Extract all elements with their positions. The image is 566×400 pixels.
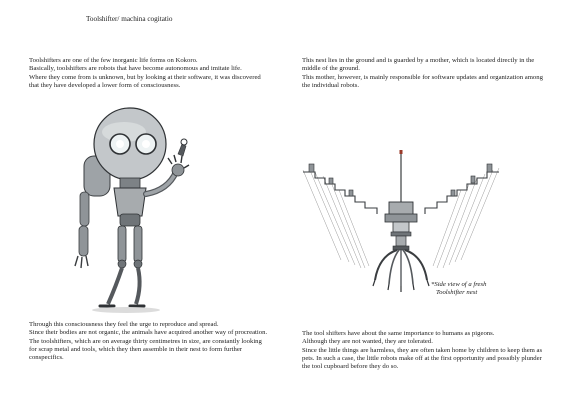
body-line: Since their bodies are not organic, the animals have acquired another way of procreation. [29,329,268,337]
intro-line: This nest lies in the ground and is guarded by a mother, which is located directly in the middle of the ground. [302,57,535,73]
body-line: The tool shifters have about the same importance to humans as pigeons. [302,330,495,337]
intro-line: Toolshifters are one of the few inorganic life forms on Kokoro. [29,57,198,64]
intro-line: This mother, however, is mainly responsible for software updates and organization among the individual robots. [302,73,543,89]
intro-line: Where they come from is unknown, but by looking at their software, it was discovered that they have developed a lower form of consciousness. [29,73,261,89]
intro-paragraph [29,57,269,90]
body-line: Through this consciousness they feel the urge to reproduce and spread. [29,321,219,328]
caption-line: *Side view of a fresh [431,281,487,288]
page-title: Toolshifter/ machina cogitatio [86,15,173,23]
caption-line: Toolshifter nest [436,289,478,297]
nest-caption [431,281,486,297]
body-line: Although they are not wanted, they are tolerated. [302,338,433,346]
body-line: Since the little things are harmless, they are often taken home by children to keep them as pets. In such a case, the little robots make off at the first opportunity and possibly plunder the tool cupboard before they do so. [302,346,543,371]
body-line: The toolshifters, which are on average thirty centimetres in size, are constantly looking for scrap metal and tools, which they then assemble in their nest to form further conspecifics. [29,337,262,362]
body-paragraph [29,321,269,362]
body-paragraph [302,330,550,371]
toolshifter-robot-illustration [66,104,208,316]
right-page [283,0,566,400]
intro-paragraph [302,57,550,90]
intro-line: Basically, toolshifters are robots that have become autonomous and imitate life. [29,65,242,73]
